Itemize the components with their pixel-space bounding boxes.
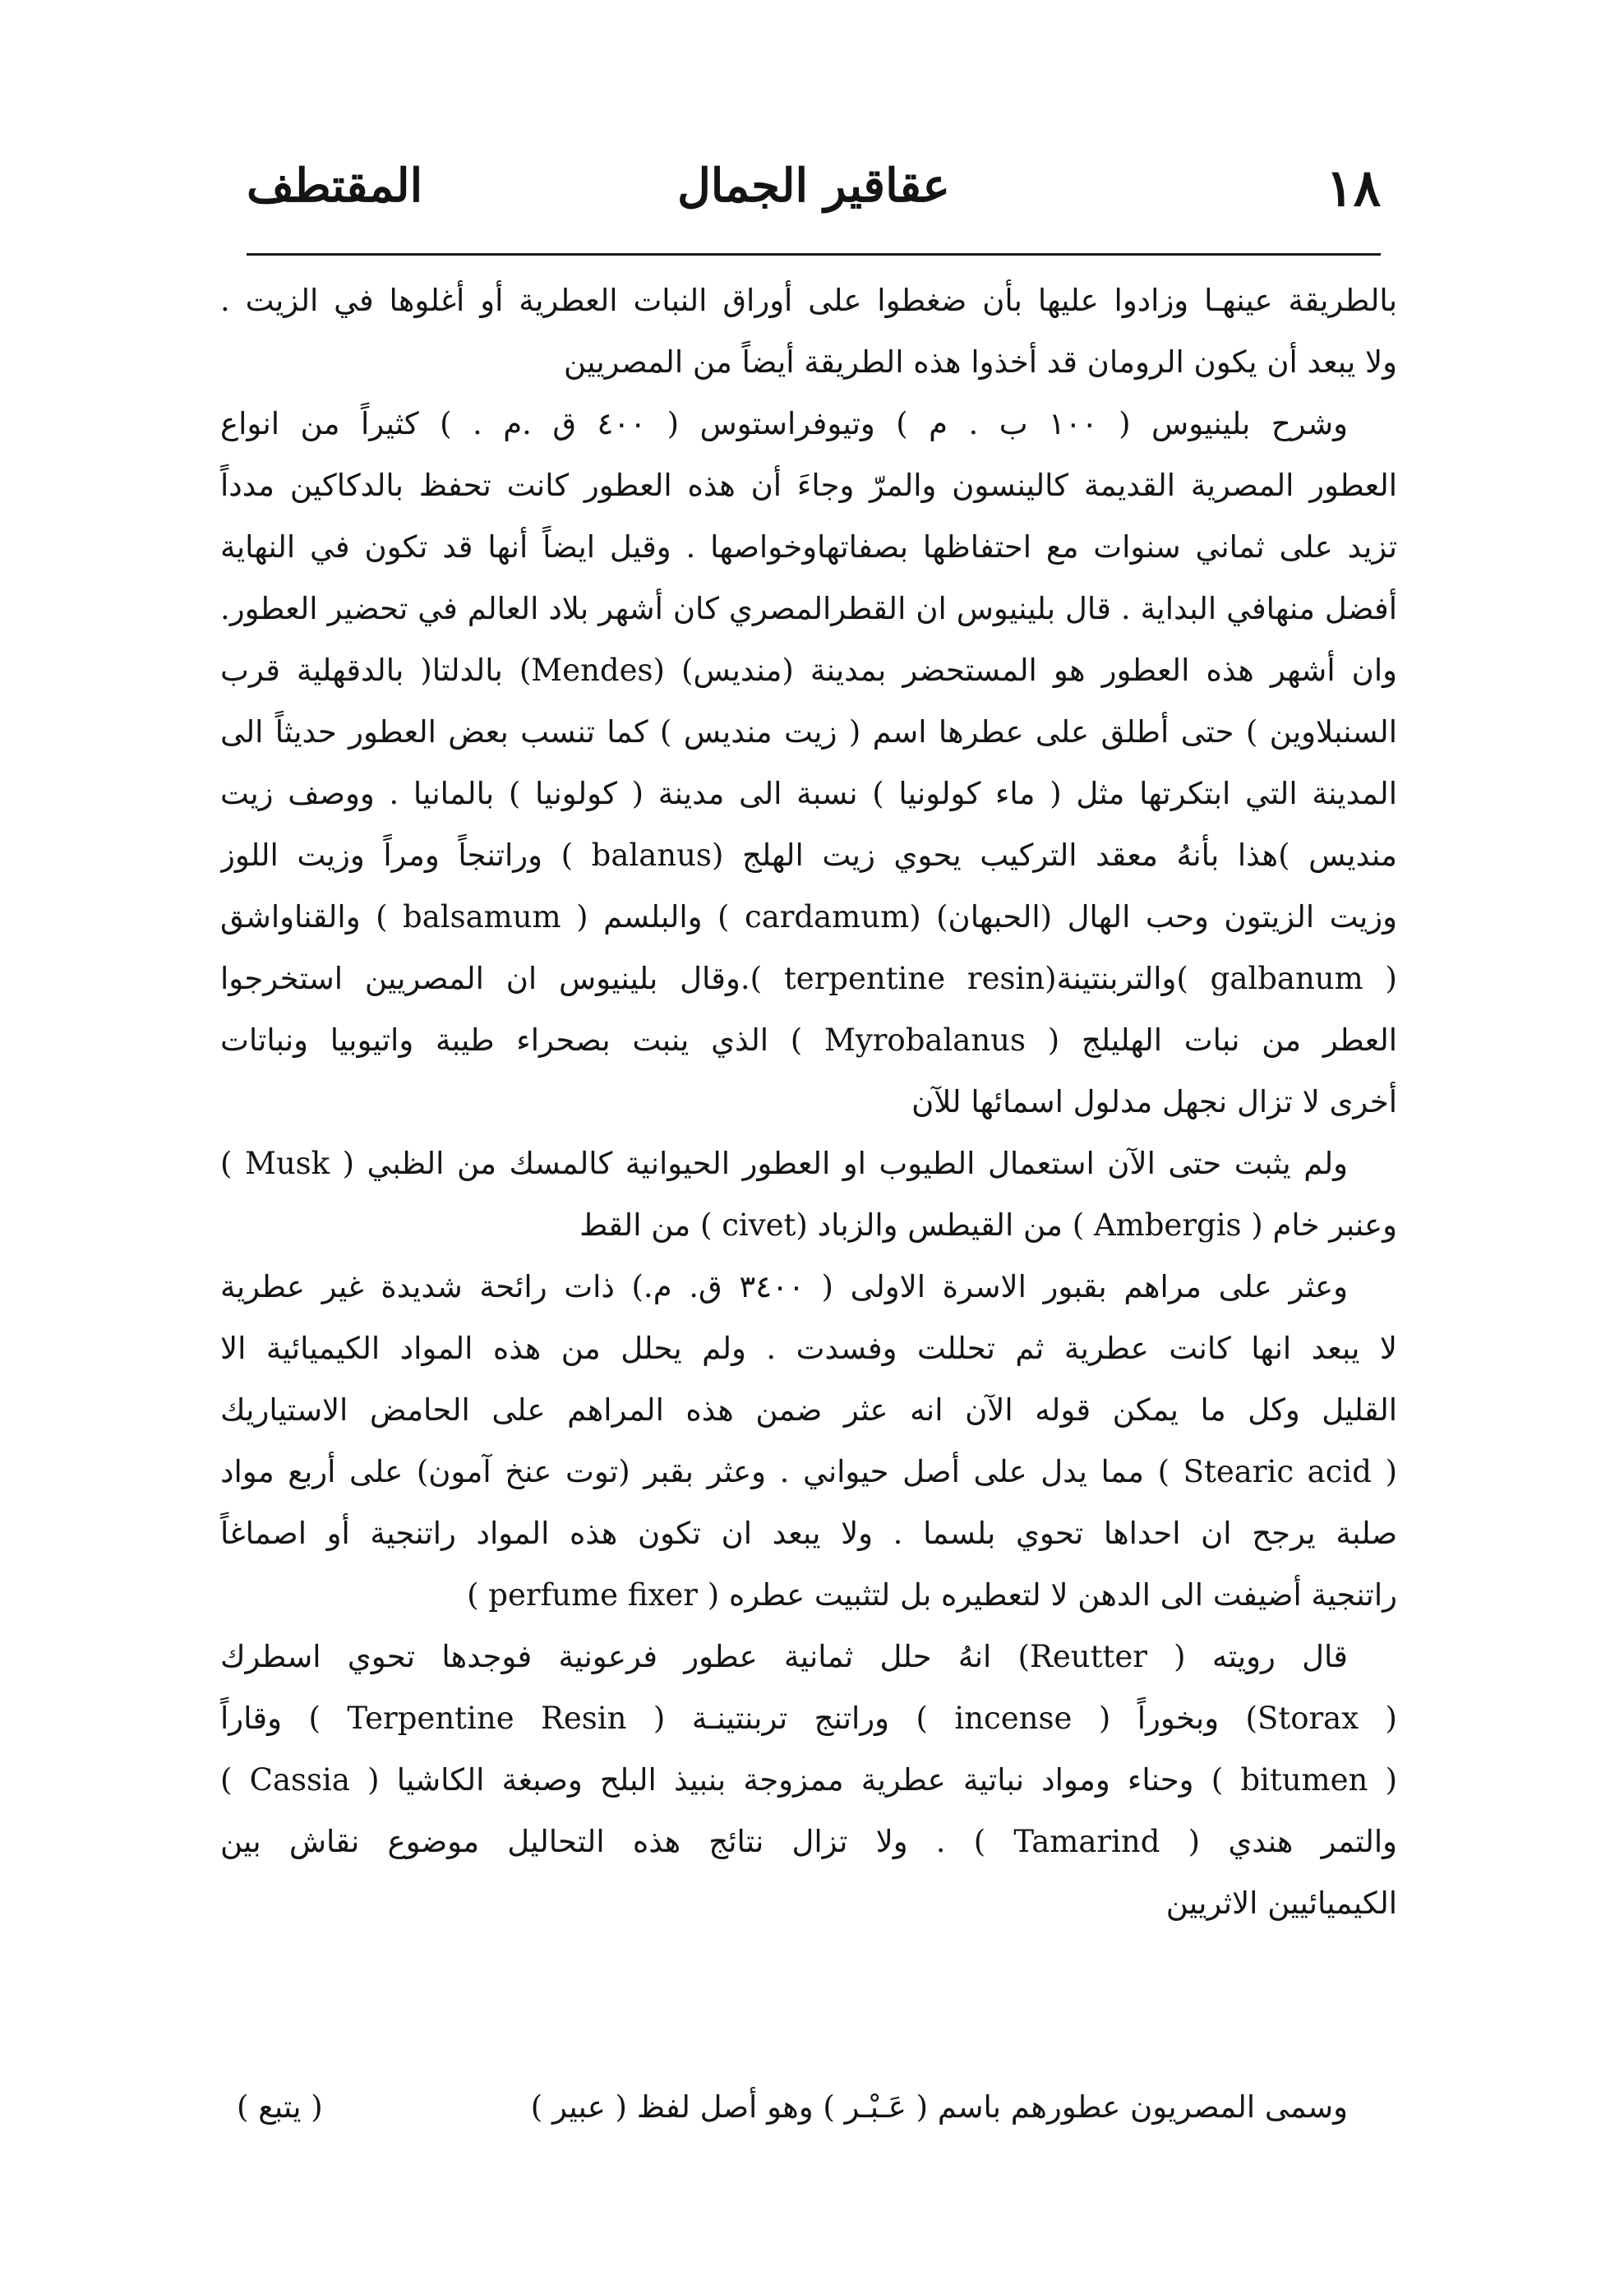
text-line: العطور المصرية القديمة كالينسون والمرّ وجاءَ أن هذه العطور كانت تحفظ بالدكاكين مدداً	[220, 468, 1397, 503]
text-line: العطر من نبات الهليلج ( Myrobalanus ) الذي ينبت بصحراء طيبة واتيوبيا ونباتات	[220, 1022, 1397, 1058]
paragraph-first-line: قال رويته ( Reutter) انهُ حلل ثمانية عطور فرعونية فوجدها تحوي اسطرك	[220, 1639, 1348, 1674]
page-header	[247, 153, 1381, 252]
text-line: منديس )هذا بأنهُ معقد التركيب يحوي زيت الهلج (balanus ) وراتنجاً ومراً وزيت اللوز	[220, 838, 1397, 873]
article-title: عقاقير الجمال	[677, 159, 950, 213]
header-rule	[247, 253, 1381, 256]
paragraph-first-line: وشرح بلينيوس ( ١٠٠ ب . م ) وتيوفراستوس ( ٤٠٠ ق .م . ) كثيراً من انواع	[220, 406, 1348, 441]
text-line: لا يبعد انها كانت عطرية ثم تحللت وفسدت . ولم يحلل من هذه المواد الكيميائية الا	[220, 1331, 1397, 1366]
text-line: صلبة يرجح ان احداها تحوي بلسما . ولا يبعد ان تكون هذه المواد راتنجية أو اصماغاً	[220, 1516, 1397, 1551]
article-body	[220, 270, 1397, 1934]
text-line: أفضل منهافي البداية . قال بلينيوس ان القطرالمصري كان أشهر بلاد العالم في تحضير العطور.	[220, 591, 1397, 626]
paragraph-first-line: ولم يثبت حتى الآن استعمال الطيوب او العطور الحيوانية كالمسك من الظبي ( Musk )	[220, 1146, 1348, 1181]
closing-sentence: وسمى المصريون عطورهم باسم ( عَـبْـر ) وهو أصل لفظ ( عبير )	[530, 2089, 1348, 2125]
text-line: وان أشهر هذه العطور هو المستحضر بمدينة (منديس) (Mendes) بالدلتا( بالدقهلية قرب	[220, 653, 1397, 688]
text-line: أخرى لا تزال نجهل مدلول اسمائها للآن	[911, 1084, 1397, 1119]
text-line: ( Storax) وبخوراً ( incense ) وراتنج تربنتينـة ( Terpentine Resin ) وقاراً	[220, 1701, 1397, 1736]
text-line: ( galbanum )والتربنتينة(terpentine resin ).وقال بلينيوس ان المصريين استخرجوا	[220, 961, 1397, 996]
text-line: الكيميائيين الاثريين	[1165, 1886, 1397, 1921]
text-line: وعنبر خام ( Ambergis ) من القيطس والزباد (civet ) من القط	[579, 1207, 1397, 1243]
continued-marker: ( يتبع )	[237, 2089, 323, 2125]
closing-line	[220, 2076, 1397, 2138]
text-line: تزيد على ثماني سنوات مع احتفاظها بصفاتهاوخواصها . وقيل ايضاً أنها قد تكون في النهاية	[220, 529, 1397, 565]
text-line: والتمر هندي ( Tamarind ) . ولا تزال نتائج هذه التحاليل موضوع نقاش بين	[220, 1824, 1397, 1859]
text-line: القليل وكل ما يمكن قوله الآن انه عثر ضمن هذه المراهم على الحامض الاستياريك	[220, 1392, 1397, 1428]
text-line: راتنجية أضيفت الى الدهن لا لتعطيره بل لتثبيت عطره ( perfume fixer )	[467, 1577, 1397, 1613]
text-line: ( bitumen ) وحناء ومواد نباتية عطرية ممزوجة بنبيذ البلح وصبغة الكاشيا ( Cassia )	[220, 1762, 1397, 1798]
paragraph-first-line: وعثر على مراهم بقبور الاسرة الاولى ( ٣٤٠٠ ق. م.) ذات رائحة شديدة غير عطرية	[220, 1269, 1348, 1304]
text-line: المدينة التي ابتكرتها مثل ( ماء كولونيا ) نسبة الى مدينة ( كولونيا ) بالمانيا . ووصف زيت	[220, 776, 1397, 811]
text-line: وزيت الزيتون وحب الهال (الحبهان) (cardamum ) والبلسم ( balsamum ) والقناواشق	[220, 899, 1397, 935]
journal-name: المقتطف	[247, 159, 423, 213]
text-line: ولا يبعد أن يكون الرومان قد أخذوا هذه الطريقة أيضاً من المصريين	[564, 344, 1397, 380]
text-line: ( Stearic acid ) مما يدل على أصل حيواني . وعثر بقبر (توت عنخ آمون) على أربع مواد	[220, 1454, 1397, 1489]
text-line: بالطريقة عينهـا وزادوا عليها بأن ضغطوا على أوراق النبات العطرية أو أغلوها في الزيت .	[220, 283, 1397, 318]
page-number: ١٨	[1326, 158, 1381, 218]
text-line: السنبلاوين ) حتى أطلق على عطرها اسم ( زيت منديس ) كما تنسب بعض العطور حديثاً الى	[220, 714, 1397, 750]
